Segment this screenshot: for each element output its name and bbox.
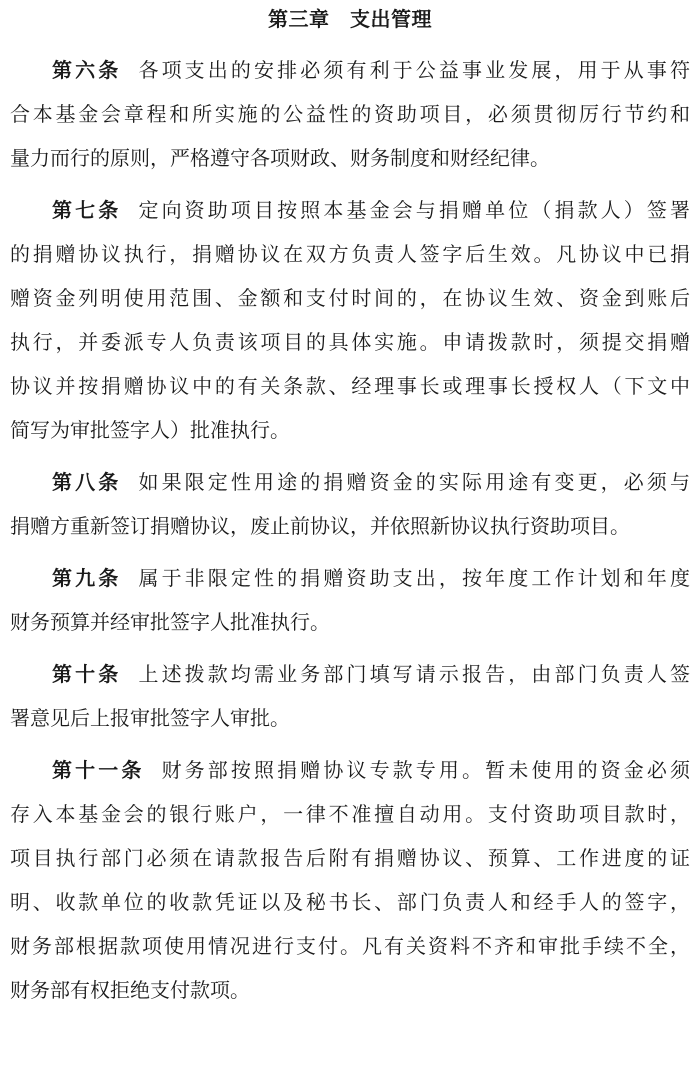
article-line: 的捐赠协议执行，捐赠协议在双方负责人签字后生效。凡协议中已捐 — [10, 242, 690, 266]
article-line: 协议并按捐赠协议中的有关条款、经理事长或理事长授权人（下文中 — [10, 374, 690, 398]
article-line: 捐赠方重新签订捐赠协议，废止前协议，并依照新协议执行资助项目。 — [10, 514, 630, 538]
article-line: 存入本基金会的银行账户，一律不准擅自动用。支付资助项目款时， — [10, 802, 690, 826]
article-line: 简写为审批签字人）批准执行。 — [10, 418, 290, 442]
article-number: 第八条 — [52, 470, 122, 494]
article-line: 量力而行的原则，严格遵守各项财政、财务制度和财经纪律。 — [10, 146, 550, 170]
article-line: 署意见后上报审批签字人审批。 — [10, 706, 290, 730]
article-line — [10, 748, 690, 792]
article-line: 财务部根据款项使用情况进行支付。凡有关资料不齐和审批手续不全， — [10, 934, 690, 958]
article-number: 第七条 — [52, 198, 122, 222]
article-line: 财务预算并经审批签字人批准执行。 — [10, 610, 330, 634]
article-line — [10, 48, 690, 92]
article-11 — [10, 748, 690, 1012]
article-text: 属于非限定性的捐赠资助支出，按年度工作计划和年度 — [135, 566, 690, 590]
article-text: 上述拨款均需业务部门填写请示报告，由部门负责人签 — [135, 662, 690, 686]
article-number: 第十条 — [52, 662, 122, 686]
article-line: 执行，并委派专人负责该项目的具体实施。申请拨款时，须提交捐赠 — [10, 330, 690, 354]
article-8 — [10, 460, 690, 548]
article-line — [10, 188, 690, 232]
article-number: 第六条 — [52, 58, 122, 82]
article-text: 各项支出的安排必须有利于公益事业发展，用于从事符 — [135, 58, 690, 82]
article-line — [10, 556, 690, 600]
article-text: 财务部按照捐赠协议专款专用。暂未使用的资金必须 — [158, 758, 690, 782]
chapter-title: 第三章 支出管理 — [268, 7, 432, 31]
article-10 — [10, 652, 690, 740]
article-text: 如果限定性用途的捐赠资金的实际用途有变更，必须与 — [135, 470, 690, 494]
article-line: 合本基金会章程和所实施的公益性的资助项目，必须贯彻厉行节约和 — [10, 102, 690, 126]
article-9 — [10, 556, 690, 644]
article-line — [10, 652, 690, 696]
article-6 — [10, 48, 690, 180]
article-line — [10, 460, 690, 504]
article-line: 赠资金列明使用范围、金额和支付时间的，在协议生效、资金到账后 — [10, 286, 690, 310]
article-number: 第九条 — [52, 566, 122, 590]
article-line: 财务部有权拒绝支付款项。 — [10, 978, 250, 1002]
article-line: 项目执行部门必须在请款报告后附有捐赠协议、预算、工作进度的证 — [10, 846, 690, 870]
article-7 — [10, 188, 690, 452]
article-line: 明、收款单位的收款凭证以及秘书长、部门负责人和经手人的签字， — [10, 890, 690, 914]
article-text: 定向资助项目按照本基金会与捐赠单位（捐款人）签署 — [135, 198, 690, 222]
article-number: 第十一条 — [52, 758, 145, 782]
